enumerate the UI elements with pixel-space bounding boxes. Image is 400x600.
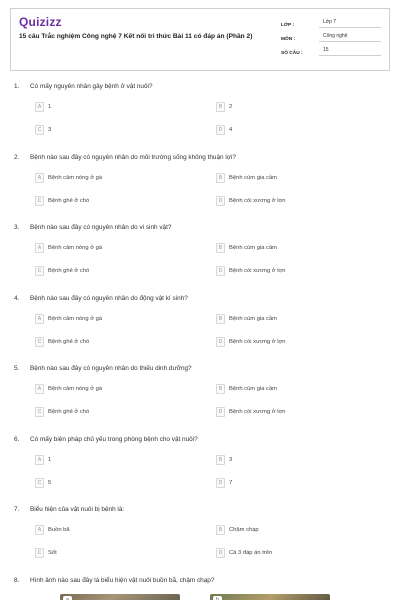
answer-options bbox=[35, 101, 390, 136]
question-list bbox=[10, 82, 390, 576]
answer-options bbox=[35, 454, 390, 489]
option-letter: B bbox=[216, 525, 225, 535]
option-text: 3 bbox=[229, 456, 233, 463]
option-letter: D bbox=[216, 407, 225, 417]
question-2 bbox=[10, 153, 390, 224]
option-letter: D bbox=[216, 196, 225, 206]
answer-option-a[interactable] bbox=[35, 454, 216, 466]
meta-label: SỐ CÂU : bbox=[281, 51, 303, 56]
question-1 bbox=[10, 82, 390, 153]
answer-option-c[interactable] bbox=[35, 547, 216, 559]
answer-options bbox=[35, 172, 390, 207]
option-text: Bệnh còi xương ở lợn bbox=[229, 338, 286, 345]
option-letter: C bbox=[35, 337, 44, 347]
answer-option-a[interactable] bbox=[35, 101, 216, 113]
question-3 bbox=[10, 223, 390, 294]
answer-option-d[interactable] bbox=[216, 124, 366, 136]
question-line bbox=[10, 505, 390, 515]
answer-option-b[interactable] bbox=[216, 383, 366, 395]
option-text: Buồn bã bbox=[48, 527, 70, 533]
question-number: 5. bbox=[14, 365, 20, 372]
option-text: Bệnh còi xương ở lợn bbox=[229, 409, 286, 415]
question-5 bbox=[10, 364, 390, 435]
option-text: Bệnh cúm gia cầm bbox=[229, 386, 278, 392]
meta-row-count bbox=[281, 42, 381, 56]
option-letter: a bbox=[63, 596, 72, 600]
answer-option-a[interactable] bbox=[35, 242, 216, 254]
option-letter: C bbox=[35, 478, 44, 488]
answer-option-d[interactable] bbox=[216, 265, 366, 277]
quizizz-logo: Quizizz bbox=[19, 15, 62, 29]
option-letter: B bbox=[216, 314, 225, 324]
question-line bbox=[10, 435, 390, 445]
meta-row-subject bbox=[281, 28, 381, 42]
meta-value: Lớp 7 bbox=[319, 19, 381, 28]
meta-value: Công nghệ bbox=[319, 33, 381, 42]
answer-option-a[interactable] bbox=[35, 383, 216, 395]
answer-option-b[interactable] bbox=[216, 313, 366, 325]
option-letter: A bbox=[35, 243, 44, 253]
option-text: 2 bbox=[229, 104, 233, 110]
answer-option-d[interactable] bbox=[216, 336, 366, 348]
answer-option-c[interactable] bbox=[35, 195, 216, 207]
answer-option-c[interactable] bbox=[35, 265, 216, 277]
option-letter: D bbox=[216, 266, 225, 276]
option-text: Bệnh cảm nóng ở gà bbox=[48, 386, 103, 392]
question-line bbox=[10, 364, 390, 374]
question-number: 8. bbox=[14, 576, 20, 584]
answer-options bbox=[35, 524, 390, 559]
answer-option-b[interactable] bbox=[216, 172, 366, 184]
answer-options bbox=[35, 313, 390, 348]
meta-label: MÔN : bbox=[281, 37, 296, 42]
option-letter: A bbox=[35, 314, 44, 324]
answer-option-d[interactable] bbox=[216, 547, 366, 559]
question-7 bbox=[10, 505, 390, 576]
question-text: Bệnh nào sau đây có nguyên nhân do môi trường sống không thuận lợi? bbox=[30, 153, 236, 161]
option-letter: B bbox=[216, 455, 225, 465]
option-text: 1 bbox=[48, 456, 52, 463]
image-options bbox=[60, 594, 390, 600]
worksheet-meta bbox=[281, 14, 381, 56]
option-text: Bệnh ghẻ ở chó bbox=[48, 409, 90, 415]
worksheet-page bbox=[0, 8, 400, 600]
option-text: Cả 3 đáp án trên bbox=[229, 550, 273, 556]
answer-option-d[interactable] bbox=[216, 406, 366, 418]
answer-option-a[interactable] bbox=[35, 313, 216, 325]
answer-option-d[interactable] bbox=[216, 477, 366, 489]
worksheet-title: 15 câu Trắc nghiệm Công nghệ 7 Kết nối tri thức Bài 11 có đáp án (Phần 2) bbox=[19, 33, 253, 40]
option-letter: D bbox=[216, 478, 225, 488]
option-letter: A bbox=[35, 525, 44, 535]
question-line bbox=[10, 153, 390, 163]
answer-option-b[interactable] bbox=[216, 242, 366, 254]
option-letter: C bbox=[35, 125, 44, 135]
meta-label: LỚP : bbox=[281, 23, 295, 28]
answer-option-c[interactable] bbox=[35, 406, 216, 418]
answer-option-b[interactable] bbox=[216, 454, 366, 466]
option-letter: C bbox=[35, 196, 44, 206]
option-letter: A bbox=[35, 455, 44, 465]
meta-row-class bbox=[281, 14, 381, 28]
option-text: Bệnh cảm nóng ở gà bbox=[48, 174, 103, 181]
question-text: Biểu hiện của vật nuôi bị bệnh là: bbox=[30, 506, 125, 513]
option-text: 3 bbox=[48, 127, 52, 133]
option-text: Bệnh cúm gia cầm bbox=[229, 245, 278, 251]
meta-value: 15 bbox=[319, 47, 381, 56]
option-text: Bệnh còi xương ở lợn bbox=[229, 197, 286, 204]
question-text: Có mấy biện pháp chủ yếu trong phòng bệnh cho vật nuôi? bbox=[30, 435, 198, 443]
answer-option-c[interactable] bbox=[35, 124, 216, 136]
answer-options bbox=[35, 383, 390, 418]
question-text: Hình ảnh nào sau đây là biểu hiện vật nuôi buồn bã, chậm chạp? bbox=[30, 576, 215, 584]
question-number: 6. bbox=[14, 435, 20, 443]
option-text: Bệnh cảm nóng ở gà bbox=[48, 315, 103, 322]
image-option-b[interactable] bbox=[210, 594, 330, 600]
answer-option-b[interactable] bbox=[216, 524, 366, 536]
question-line bbox=[10, 294, 390, 304]
option-letter: D bbox=[216, 337, 225, 347]
option-text: Bệnh cảm nóng ở gà bbox=[48, 245, 103, 251]
question-text: Bệnh nào sau đây có nguyên nhân do vi sinh vật? bbox=[30, 224, 172, 231]
option-text: Bệnh còi xương ở lợn bbox=[229, 268, 286, 274]
question-text: Bệnh nào sau đây có nguyên nhân do thiếu dinh dưỡng? bbox=[30, 365, 192, 372]
question-line bbox=[10, 576, 390, 586]
option-text: 4 bbox=[229, 127, 233, 133]
question-line bbox=[10, 82, 390, 92]
option-letter: B bbox=[216, 243, 225, 253]
option-text: 7 bbox=[229, 479, 233, 486]
answer-option-b[interactable] bbox=[216, 101, 366, 113]
option-letter: D bbox=[216, 125, 225, 135]
option-letter: b bbox=[213, 596, 222, 600]
option-text: 5 bbox=[48, 479, 52, 486]
option-text: Bệnh ghẻ ở chó bbox=[48, 268, 90, 274]
option-text: Bệnh ghẻ ở chó bbox=[48, 197, 90, 204]
option-letter: B bbox=[216, 102, 225, 112]
option-letter: A bbox=[35, 102, 44, 112]
option-letter: B bbox=[216, 384, 225, 394]
option-text: Bệnh cúm gia cầm bbox=[229, 315, 278, 322]
option-text: Bệnh cúm gia cầm bbox=[229, 174, 278, 181]
option-text: Chậm chạp bbox=[229, 527, 259, 533]
question-line bbox=[10, 223, 390, 233]
option-text: 1 bbox=[48, 104, 52, 110]
answer-options bbox=[35, 242, 390, 277]
question-6 bbox=[10, 435, 390, 506]
answer-option-c[interactable] bbox=[35, 336, 216, 348]
option-letter: A bbox=[35, 173, 44, 183]
question-4 bbox=[10, 294, 390, 365]
image-option-a[interactable] bbox=[60, 594, 180, 600]
option-letter: A bbox=[35, 384, 44, 394]
question-number: 1. bbox=[14, 83, 20, 90]
option-letter: C bbox=[35, 548, 44, 558]
answer-option-c[interactable] bbox=[35, 477, 216, 489]
option-letter: C bbox=[35, 407, 44, 417]
question-number: 4. bbox=[14, 294, 20, 302]
answer-option-d[interactable] bbox=[216, 195, 366, 207]
option-letter: C bbox=[35, 266, 44, 276]
option-letter: B bbox=[216, 173, 225, 183]
worksheet-header bbox=[10, 8, 390, 71]
option-letter: D bbox=[216, 548, 225, 558]
question-8 bbox=[10, 576, 390, 600]
option-text: Sốt bbox=[48, 550, 57, 556]
answer-option-a[interactable] bbox=[35, 524, 216, 536]
option-text: Bệnh ghẻ ở chó bbox=[48, 338, 90, 345]
question-number: 3. bbox=[14, 224, 20, 231]
question-text: Có mấy nguyên nhân gây bệnh ở vật nuôi? bbox=[30, 83, 153, 90]
answer-option-a[interactable] bbox=[35, 172, 216, 184]
question-number: 2. bbox=[14, 153, 20, 161]
question-number: 7. bbox=[14, 506, 20, 513]
question-text: Bệnh nào sau đây có nguyên nhân do động vật kí sinh? bbox=[30, 294, 188, 302]
